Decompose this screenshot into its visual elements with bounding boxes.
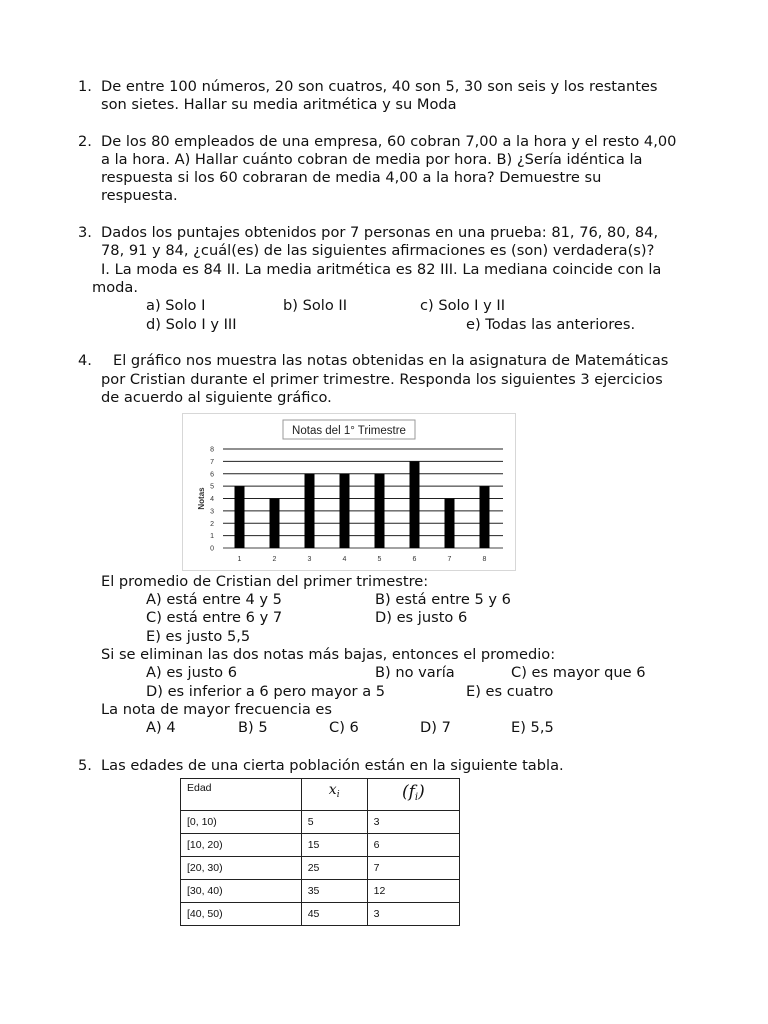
q3-option-e: e) Todas las anteriores. [466,316,636,333]
q4-line: de acuerdo al siguiente gráfico. [101,389,332,406]
ages-frequency-table [180,778,460,926]
table-row [181,834,460,857]
q4-sub1-option-e: E) es justo 5,5 [146,628,251,645]
q3-option-c: c) Solo I y II [420,297,505,314]
q4-sub3-option-b: B) 5 [238,719,268,736]
q4-sub3-question: La nota de mayor frecuencia es [101,701,332,718]
bar [235,486,245,548]
header-edad [181,779,302,811]
y-tick-label: 0 [210,545,214,553]
header-f-symbol: (f [401,782,415,802]
q2-line: respuesta si los 60 cobraran de media 4,00 a la hora? Demuestre su [101,169,602,186]
cell-edad: [30, 40) [181,880,302,903]
x-tick-label: 8 [482,556,487,563]
header-x-subscript: i [336,790,340,801]
header-x-symbol: x [328,782,337,798]
y-tick-label: 8 [210,446,214,454]
cell-fi: 12 [367,880,459,903]
header-f-close: ) [418,782,425,802]
header-f-subscript: i [414,792,419,804]
x-tick-label: 5 [377,556,382,563]
q2-line: De los 80 empleados de una empresa, 60 cobran 7,00 a la hora y el resto 4,00 [101,133,677,150]
q2-line: respuesta. [101,187,178,204]
q4-sub2-option-d: D) es inferior a 6 pero mayor a 5 [146,683,386,700]
q4-sub3-option-a: A) 4 [146,719,176,736]
q5-text: Las edades de una cierta población están en la siguiente tabla. [101,757,564,774]
q4-sub3-option-e: E) 5,5 [511,719,554,736]
q3-option-a: a) Solo I [146,297,206,314]
bar [410,461,420,548]
chart-canvas [183,414,515,570]
q4-sub1-question: El promedio de Cristian del primer trimestre: [101,573,429,590]
q1-line: son sietes. Hallar su media aritmética y su Moda [101,96,457,113]
q2-line: a la hora. A) Hallar cuánto cobran de media por hora. B) ¿Sería idéntica la [101,151,643,168]
bar [270,499,280,549]
q3-number: 3. [78,224,92,241]
cell-edad: [0, 10) [181,811,302,834]
q3-line: 78, 91 y 84, ¿cuál(es) de las siguientes afirmaciones es (son) verdadera(s)? [101,242,655,259]
chart-title: Notas del 1° Trimestre [292,425,406,437]
q4-sub1-option-c: C) está entre 6 y 7 [146,609,283,626]
y-tick-label: 6 [210,471,214,479]
y-tick-label: 4 [210,496,214,503]
q2-number: 2. [78,133,92,150]
table-row [181,811,460,834]
cell-edad: [20, 30) [181,857,302,880]
cell-fi: 3 [367,811,459,834]
bar [340,474,350,548]
q4-sub2-question: Si se eliminan las dos notas más bajas, entonces el promedio: [101,646,556,663]
q3-line: Dados los puntajes obtenidos por 7 personas en una prueba: 81, 76, 80, 84, [101,224,659,241]
q4-line: por Cristian durante el primer trimestre. Responda los siguientes 3 ejercicios [101,371,663,388]
y-tick-label: 1 [210,533,214,541]
grades-bar-chart [182,413,516,571]
q4-number: 4. [78,352,92,369]
bar [480,486,490,548]
header-edad-label: Edad [187,782,212,794]
table-row [181,903,460,926]
q4-sub3-option-c: C) 6 [329,719,359,736]
q4-sub2-option-b: B) no varía [375,664,455,681]
cell-xi: 45 [301,903,367,926]
cell-xi: 5 [301,811,367,834]
q1-number: 1. [78,78,92,95]
bar [305,474,315,548]
y-tick-label: 2 [210,520,214,528]
x-tick-label: 1 [237,556,242,563]
q4-sub1-option-b: B) está entre 5 y 6 [375,591,511,608]
x-tick-label: 4 [342,556,347,563]
q3-option-b: b) Solo II [283,297,348,314]
q3-option-d: d) Solo I y III [146,316,237,333]
header-xi [301,779,367,811]
cell-fi: 6 [367,834,459,857]
q4-sub3-option-d: D) 7 [420,719,451,736]
q4-sub2-option-e: E) es cuatro [466,683,554,700]
q4-line: El gráfico nos muestra las notas obtenidas en la asignatura de Matemáticas [113,352,669,369]
y-tick-label: 3 [210,508,214,516]
cell-xi: 15 [301,834,367,857]
y-tick-label: 5 [210,483,214,491]
q3-line: I. La moda es 84 II. La media aritmética es 82 III. La mediana coincide con la [101,261,662,278]
cell-xi: 35 [301,880,367,903]
cell-fi: 3 [367,903,459,926]
q5-number: 5. [78,757,92,774]
bar [445,499,455,549]
q1-line: De entre 100 números, 20 son cuatros, 40 son 5, 30 son seis y los restantes [101,78,658,95]
cell-edad: [40, 50) [181,903,302,926]
x-tick-label: 6 [412,556,417,563]
x-tick-label: 2 [272,556,277,563]
x-tick-label: 7 [447,556,452,563]
cell-edad: [10, 20) [181,834,302,857]
table-row [181,857,460,880]
q4-sub1-option-d: D) es justo 6 [375,609,468,626]
bar [375,474,385,548]
y-tick-label: 7 [210,458,214,466]
q4-sub2-option-c: C) es mayor que 6 [511,664,646,681]
cell-fi: 7 [367,857,459,880]
cell-xi: 25 [301,857,367,880]
x-tick-label: 3 [307,556,312,563]
q3-line: moda. [92,279,138,296]
header-fi [367,779,459,811]
table-row [181,880,460,903]
q4-sub2-option-a: A) es justo 6 [146,664,238,681]
table-header-row [181,779,460,811]
y-axis-label: Notas [197,487,206,510]
q4-sub1-option-a: A) está entre 4 y 5 [146,591,282,608]
